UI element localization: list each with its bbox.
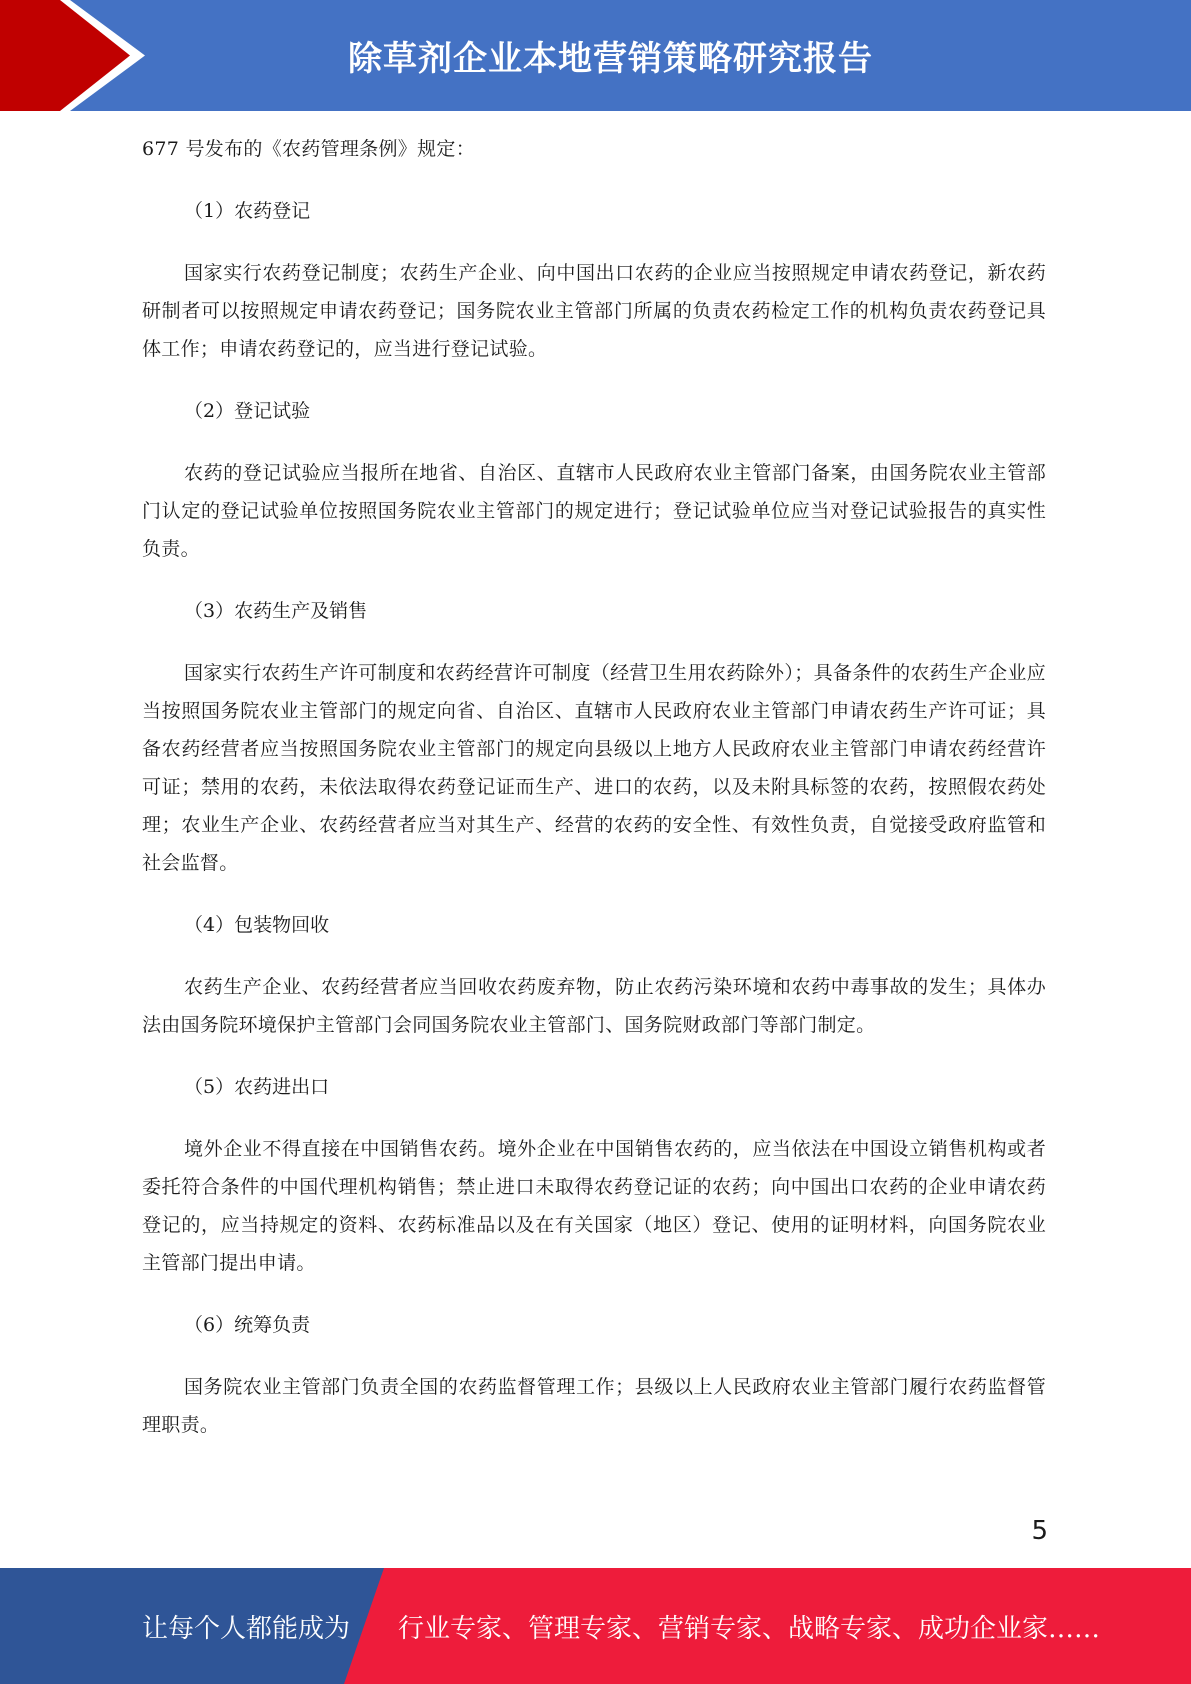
- page-footer: [0, 1568, 1191, 1684]
- page-header: [0, 0, 1191, 111]
- paragraph-production-sales: 国家实行农药生产许可制度和农药经营许可制度（经营卫生用农药除外）；具备条件的农药生产企业应当按照国务院农业主管部门的规定向省、自治区、直辖市人民政府农业主管部门申请农药生产许可证；具备农药经营者应当按照国务院农业主管部门的规定向县级以上地方人民政府农业主管部门申请农药经营许可证；禁用的农药，未依法取得农药登记证而生产、进口的农药，以及未附具标签的农药，按照假农药处理；农业生产企业、农药经营者应当对其生产、经营的农药的安全性、有效性负责，自觉接受政府监管和社会监督。: [142, 662, 1046, 874]
- footer-slogan-right: 行业专家、管理专家、营销专家、战略专家、成功企业家……: [398, 1613, 1101, 1644]
- paragraph-import-export: 境外企业不得直接在中国销售农药。境外企业在中国销售农药的，应当依法在中国设立销售机构或者委托符合条件的中国代理机构销售；禁止进口未取得农药登记证的农药；向中国出口农药的企业申请农药登记的，应当持规定的资料、农药标准品以及在有关国家（地区）登记、使用的证明材料，向国务院农业主管部门提出申请。: [142, 1138, 1046, 1274]
- paragraph-coordination: 国务院农业主管部门负责全国的农药监督管理工作；县级以上人民政府农业主管部门履行农药监督管理职责。: [142, 1376, 1046, 1436]
- intro-paragraph: 677 号发布的《农药管理条例》规定：: [142, 138, 476, 160]
- paragraph-packaging: 农药生产企业、农药经营者应当回收农药废弃物，防止农药污染环境和农药中毒事故的发生；具体办法由国务院环境保护主管部门会同国务院农业主管部门、国务院财政部门等部门制定。: [142, 976, 1046, 1036]
- report-title: 除草剂企业本地营销策略研究报告: [348, 39, 873, 79]
- section-heading-import-export: （5）农药进出口: [184, 1076, 330, 1098]
- page-number: 5: [1031, 1516, 1048, 1546]
- section-heading-production-sales: （3）农药生产及销售: [184, 600, 368, 622]
- section-heading-registration: （1）农药登记: [184, 200, 311, 222]
- paragraph-trial: 农药的登记试验应当报所在地省、自治区、直辖市人民政府农业主管部门备案，由国务院农业主管部门认定的登记试验单位按照国务院农业主管部门的规定进行；登记试验单位应当对登记试验报告的真实性负责。: [142, 462, 1046, 560]
- footer-slogan-left: 让每个人都能成为: [142, 1613, 351, 1644]
- section-heading-packaging: （4）包装物回收: [184, 914, 330, 936]
- document-body: [142, 130, 1046, 1468]
- section-heading-trial: （2）登记试验: [184, 400, 311, 422]
- paragraph-registration: 国家实行农药登记制度；农药生产企业、向中国出口农药的企业应当按照规定申请农药登记，新农药研制者可以按照规定申请农药登记；国务院农业主管部门所属的负责农药检定工作的机构负责农药登记具体工作；申请农药登记的，应当进行登记试验。: [142, 262, 1046, 360]
- section-heading-coordination: （6）统筹负责: [184, 1314, 311, 1336]
